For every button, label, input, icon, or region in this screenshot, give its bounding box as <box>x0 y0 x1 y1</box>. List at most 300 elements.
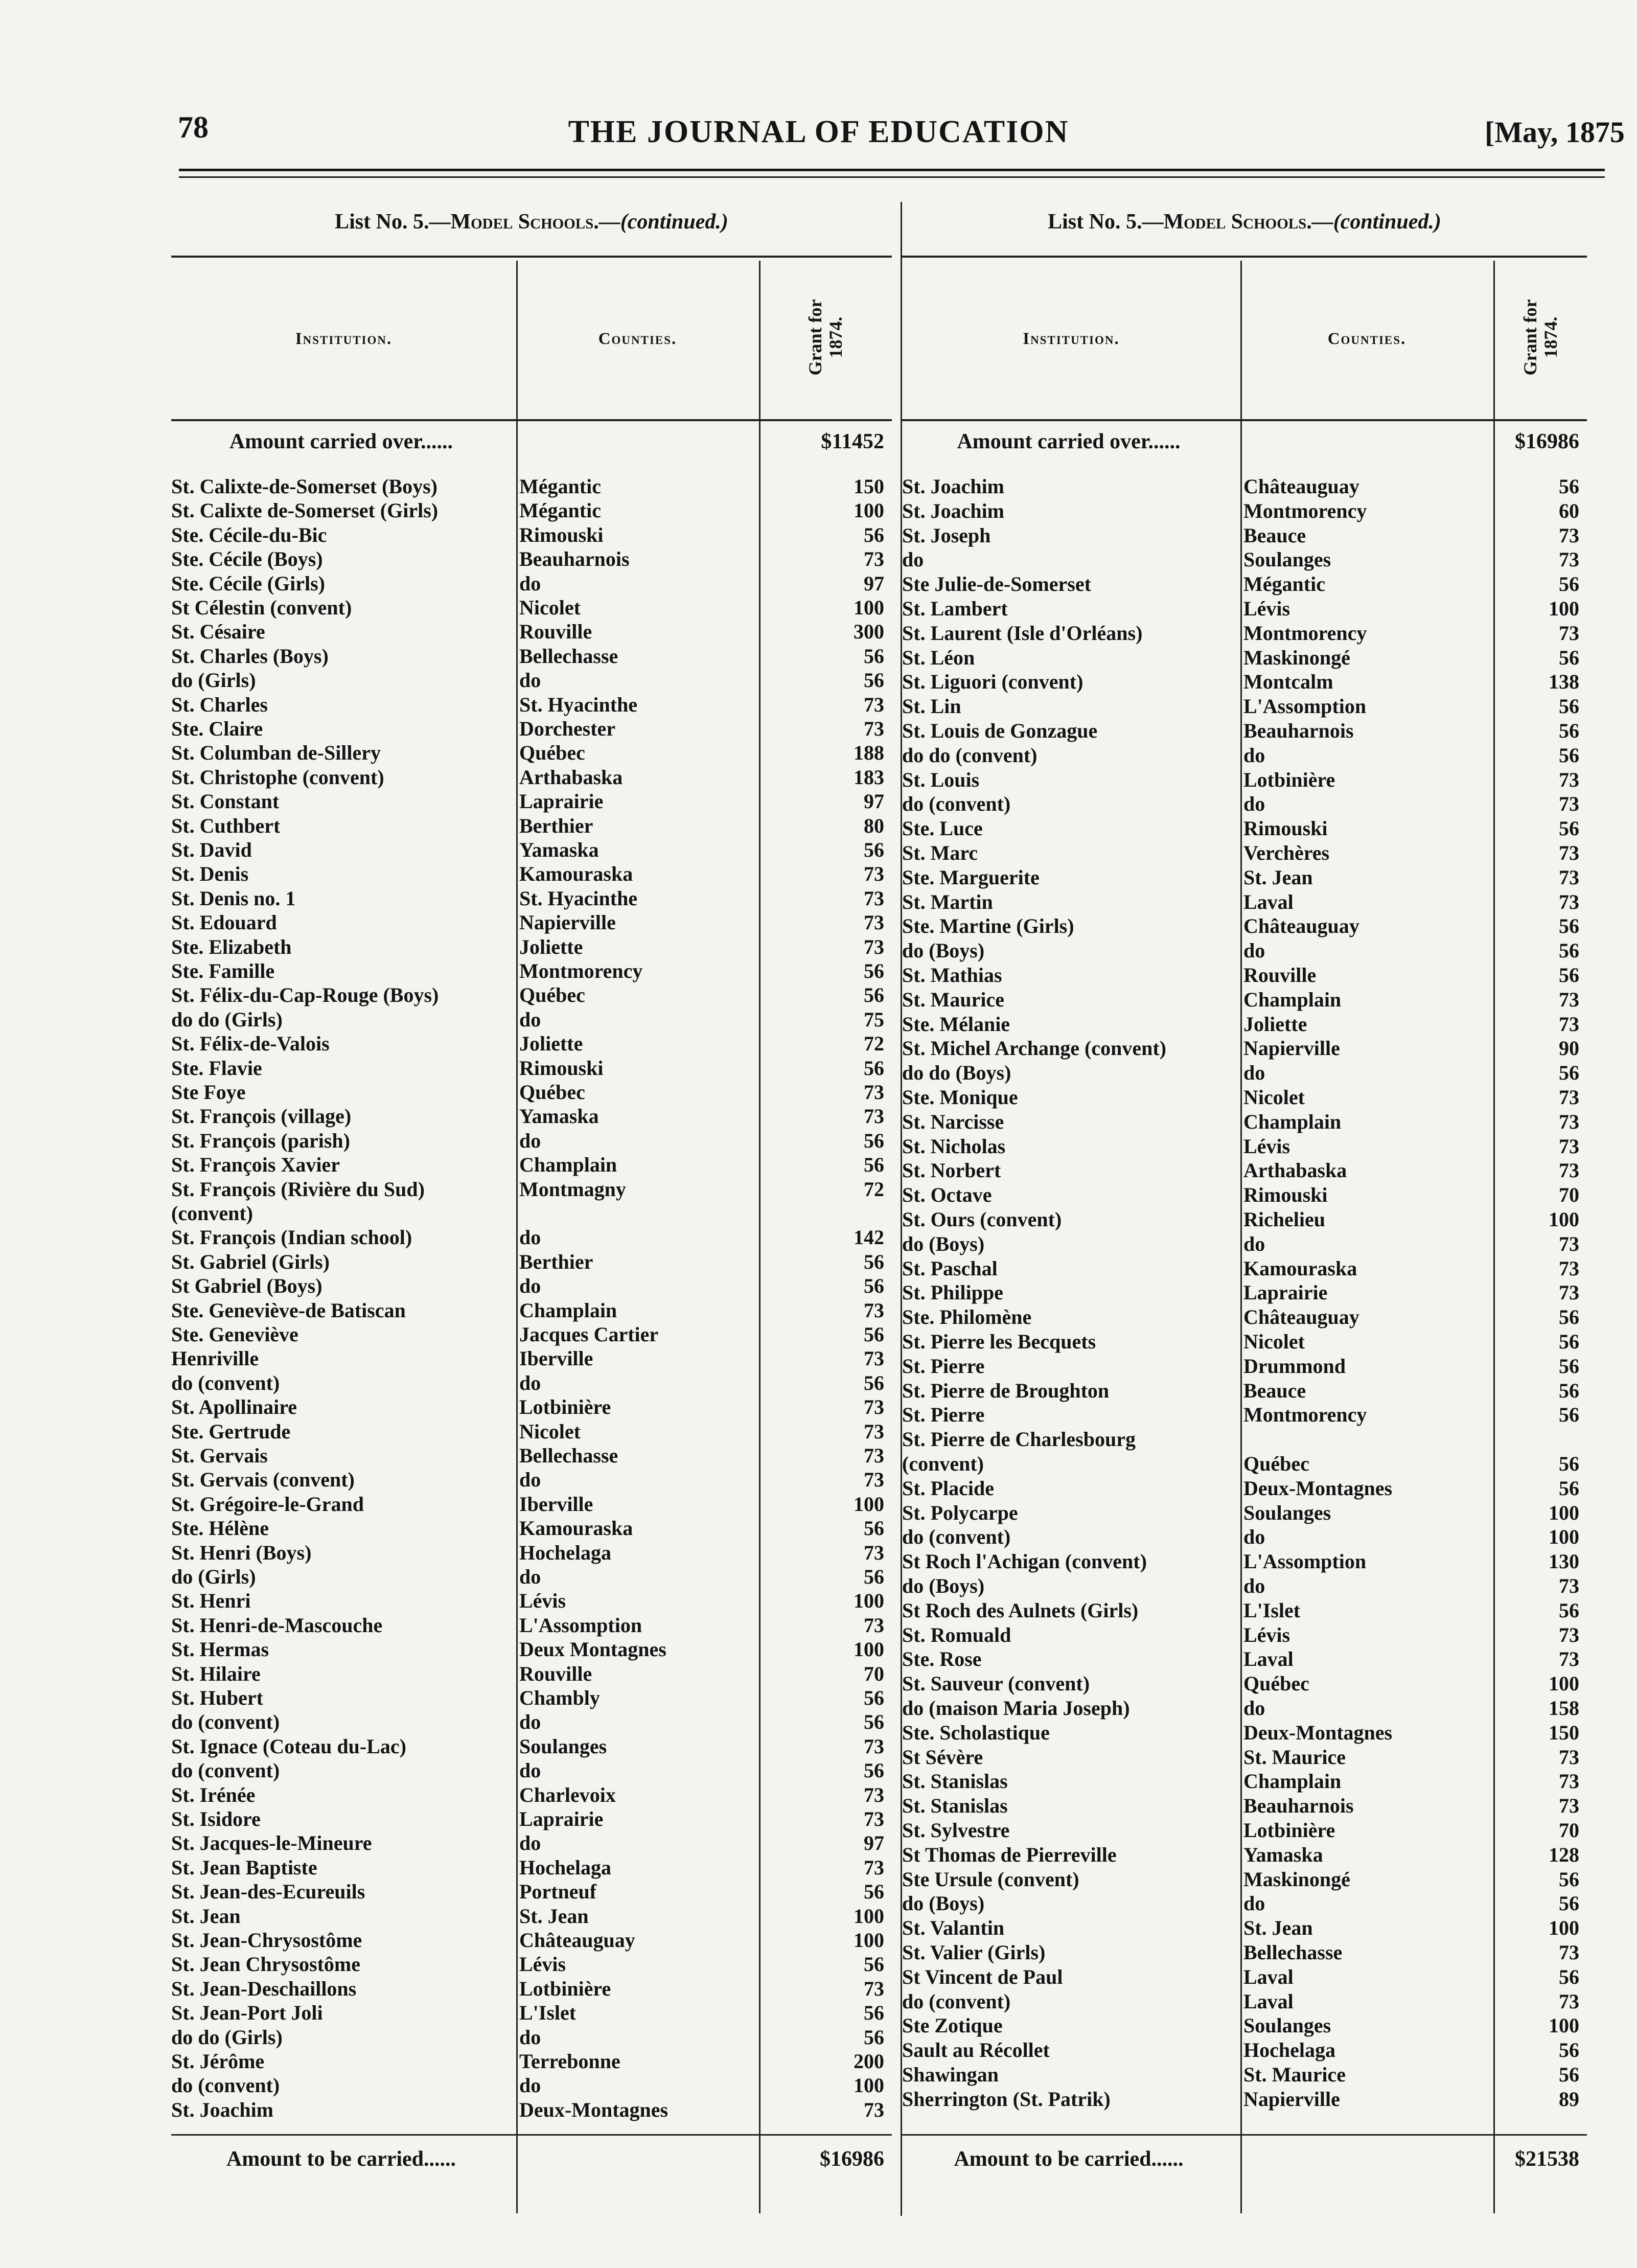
county-name: Berthier <box>519 814 593 837</box>
grant-amount: 100 <box>1549 1501 1579 1524</box>
table-row <box>902 865 1587 890</box>
institution-name: St. Constant <box>171 790 280 813</box>
grant-amount: 56 <box>1559 1379 1579 1402</box>
grant-amount: 56 <box>1559 2063 1579 2086</box>
table-row <box>902 694 1587 719</box>
grant-amount: 56 <box>864 959 884 982</box>
grant-amount: 73 <box>1559 1647 1579 1671</box>
table-row <box>171 935 892 959</box>
institution-name: St. Ours (convent) <box>902 1208 1062 1231</box>
grant-amount: 56 <box>1559 646 1579 669</box>
grant-amount: 100 <box>854 596 884 619</box>
institution-name: St Gabriel (Boys) <box>171 1274 322 1298</box>
county-name: Deux-Montagnes <box>519 2098 668 2121</box>
table-row <box>171 1637 892 1662</box>
county-name: Chambly <box>519 1686 600 1709</box>
grant-amount: 56 <box>1559 1330 1579 1353</box>
institution-name: Ste. Scholastique <box>902 1721 1050 1744</box>
institution-name: St. Sylvestre <box>902 1819 1010 1842</box>
table-row <box>902 1427 1587 1452</box>
county-name: Champlain <box>519 1153 617 1177</box>
grant-amount: 73 <box>1559 1281 1579 1304</box>
table-row <box>902 963 1587 988</box>
grant-amount: 73 <box>864 862 884 886</box>
grant-amount: 73 <box>864 1395 884 1419</box>
institution-name: Ste. Monique <box>902 1086 1018 1109</box>
grant-amount: 73 <box>864 1977 884 2000</box>
page-header <box>0 110 1637 156</box>
institution-name: Ste. Cécile (Girls) <box>171 571 325 595</box>
institution-name: do do (Girls) <box>171 1007 283 1031</box>
grant-amount: 73 <box>1559 841 1579 864</box>
county-name: St. Maurice <box>1243 2063 1346 2086</box>
grant-amount: 73 <box>1559 768 1579 791</box>
header-top-rule <box>902 256 1587 258</box>
grant-amount: 73 <box>1559 1623 1579 1646</box>
table-row <box>171 717 892 741</box>
county-name: do <box>1243 1697 1265 1720</box>
county-name: Laprairie <box>519 790 604 813</box>
county-name: do <box>519 1565 541 1588</box>
institution-name: St. Isidore <box>171 1807 261 1830</box>
table-row <box>902 1843 1587 1867</box>
table-row <box>902 816 1587 841</box>
grant-amount: 73 <box>864 717 884 740</box>
grant-column-header <box>805 286 846 388</box>
institution-name: St. Philippe <box>902 1281 1003 1304</box>
grant-amount: 73 <box>1559 1989 1579 2013</box>
institution-name: St. Hubert <box>171 1686 263 1709</box>
table-row <box>902 1745 1587 1770</box>
county-name: Deux Montagnes <box>519 1638 666 1661</box>
county-name: Champlain <box>1243 1770 1342 1793</box>
table-row <box>902 1403 1587 1427</box>
institution-name: St. Pierre <box>902 1403 985 1427</box>
table-row <box>902 743 1587 768</box>
institution-name: St. Hermas <box>171 1638 269 1661</box>
table-row <box>902 474 1587 499</box>
grant-amount: 73 <box>864 911 884 934</box>
institution-name: St. Irénée <box>171 1783 256 1806</box>
grant-amount: 73 <box>1559 523 1579 547</box>
institution-name: St. Octave <box>902 1183 992 1207</box>
table-row <box>902 1647 1587 1671</box>
county-name: do <box>1243 1525 1265 1549</box>
institution-name: St. Pierre de Broughton <box>902 1379 1110 1402</box>
county-name: Iberville <box>519 1347 593 1370</box>
institution-name: Ste. Claire <box>171 717 263 740</box>
grant-amount: 73 <box>1559 1941 1579 1964</box>
grant-amount: 56 <box>864 1129 884 1152</box>
institution-name: St. Edouard <box>171 911 277 934</box>
county-name: Laprairie <box>519 1807 604 1830</box>
table-row <box>171 1662 892 1686</box>
grant-amount: 80 <box>864 814 884 837</box>
title-model-schools: Model Schools. <box>1163 210 1312 234</box>
county-name: Hochelaga <box>519 1855 611 1879</box>
table-row <box>902 1036 1587 1061</box>
table-row <box>902 1061 1587 1085</box>
institution-name: Ste. Geneviève <box>171 1323 298 1346</box>
institution-name: do do (Boys) <box>902 1061 1011 1085</box>
institution-name: St. Valantin <box>902 1916 1005 1940</box>
table-row <box>171 789 892 814</box>
county-name: Jacques Cartier <box>519 1323 659 1346</box>
institution-name: St Célestin (convent) <box>171 596 352 619</box>
table-row <box>902 1379 1587 1403</box>
institution-name: Ste. Philomène <box>902 1305 1032 1329</box>
table-row <box>171 1710 892 1734</box>
table-row <box>171 1468 892 1492</box>
table-row <box>902 1891 1587 1916</box>
grant-amount: 56 <box>1559 1452 1579 1475</box>
grant-amount: 56 <box>1559 914 1579 938</box>
grant-amount: 73 <box>864 1298 884 1322</box>
table-row <box>902 1940 1587 1965</box>
table-row <box>171 2098 892 2122</box>
institution-name: Ste. Rose <box>902 1647 982 1671</box>
county-name: Hochelaga <box>1243 2038 1335 2062</box>
county-name: do <box>1243 1574 1265 1597</box>
table-row <box>171 741 892 765</box>
institution-column-header: Institution. <box>295 330 393 348</box>
grant-amount: 200 <box>854 2050 884 2073</box>
table-row <box>902 1134 1587 1159</box>
institution-name: St. Jérôme <box>171 2050 265 2073</box>
county-name: do <box>1243 939 1265 963</box>
grant-amount: 142 <box>854 1226 884 1249</box>
county-name: Montmorency <box>1243 621 1367 645</box>
county-name: Iberville <box>519 1492 593 1516</box>
institution-name: St. Paschal <box>902 1256 998 1280</box>
county-name: Laval <box>1243 1989 1294 2013</box>
county-name: Mégantic <box>519 499 601 522</box>
county-name: Montmorency <box>519 959 643 982</box>
institution-name: St. Maurice <box>902 988 1004 1011</box>
county-name: do <box>519 1274 541 1298</box>
county-name: St. Hyacinthe <box>519 886 638 910</box>
institution-name: St. Jean-Chrysostôme <box>171 1929 362 1952</box>
institution-name: St. Lin <box>902 695 961 718</box>
table-row <box>171 693 892 717</box>
grant-amount: 56 <box>864 838 884 861</box>
table-row <box>902 1623 1587 1647</box>
grant-amount: 100 <box>854 2074 884 2097</box>
institution-name: St. Mathias <box>902 964 1002 987</box>
institution-name: St. Joseph <box>902 523 991 547</box>
institution-name: St. Stanislas <box>902 1794 1008 1818</box>
institution-name: do (Girls) <box>171 1565 256 1588</box>
institution-name: St. Narcisse <box>902 1110 1004 1133</box>
institution-name: St Roch l'Achigan (convent) <box>902 1550 1147 1573</box>
institution-name: do do (convent) <box>902 743 1037 767</box>
table-row <box>171 1904 892 1929</box>
table-row <box>902 1183 1587 1207</box>
county-name: L'Assomption <box>1243 695 1367 718</box>
grant-amount: 100 <box>854 1929 884 1952</box>
table-row <box>171 1250 892 1274</box>
county-name: Rimouski <box>1243 1183 1328 1207</box>
county-name: Montmagny <box>519 1177 626 1201</box>
grant-header-line1: Grant for <box>805 299 825 376</box>
institution-name: St. Placide <box>902 1476 994 1500</box>
county-name: Napierville <box>1243 1037 1340 1060</box>
table-row <box>171 1977 892 2001</box>
institution-name: do (convent) <box>171 1710 280 1734</box>
table-row <box>902 621 1587 646</box>
table-row <box>902 2013 1587 2038</box>
institution-name: Amount carried over...... <box>229 430 453 453</box>
institution-name: St. Christophe (convent) <box>171 765 384 789</box>
table-row <box>902 1354 1587 1379</box>
county-name: Lévis <box>1243 1134 1290 1158</box>
grant-amount: 73 <box>1559 1110 1579 1133</box>
grant-amount: 56 <box>864 1565 884 1588</box>
table-row <box>902 1867 1587 1892</box>
institution-name: St. Apollinaire <box>171 1395 297 1419</box>
institution-name: do do (Girls) <box>171 2025 283 2049</box>
grant-amount: 73 <box>1559 1574 1579 1597</box>
institution-name: St. Jacques-le-Mineure <box>171 1831 372 1855</box>
institution-name: St. François (Indian school) <box>171 1226 412 1249</box>
institution-name: St. François (Rivière du Sud) <box>171 1177 425 1201</box>
county-name: do <box>1243 792 1265 816</box>
table-row <box>171 1880 892 1904</box>
county-name: Maskinongé <box>1243 1867 1350 1891</box>
carried-over-row <box>902 429 1587 454</box>
institution-name: St. Charles <box>171 693 268 716</box>
county-name: do <box>519 1710 541 1734</box>
grant-amount: 100 <box>1549 1208 1579 1231</box>
county-name: Québec <box>519 983 585 1007</box>
table-row <box>171 814 892 838</box>
county-name: St. Jean <box>519 1904 589 1928</box>
grant-amount: $11452 <box>821 430 884 453</box>
institution-name: St. Cuthbert <box>171 814 281 837</box>
county-name: Yamaska <box>1243 1843 1323 1866</box>
grant-amount: 73 <box>1559 890 1579 913</box>
county-name: Champlain <box>1243 1110 1342 1133</box>
grant-amount: 75 <box>864 1007 884 1031</box>
header-rule <box>179 169 1605 171</box>
institution-name: St. Michel Archange (convent) <box>902 1037 1166 1060</box>
institution-name: St. Charles (Boys) <box>171 644 329 668</box>
header-bottom-rule <box>171 419 892 421</box>
county-name: Joliette <box>519 1032 583 1056</box>
table-row <box>171 1056 892 1081</box>
table-row <box>171 862 892 886</box>
institution-name: do (convent) <box>171 1371 280 1394</box>
grant-header-line2: 1874. <box>1540 316 1561 358</box>
county-name: Arthabaska <box>519 765 623 789</box>
institution-column-header: Institution. <box>1023 330 1120 348</box>
table-row <box>171 983 892 1007</box>
county-name: do <box>519 669 541 692</box>
counties-column-header: Counties. <box>1327 330 1407 348</box>
county-name: Napierville <box>1243 2087 1340 2111</box>
grant-amount: 150 <box>854 475 884 498</box>
grant-amount: 97 <box>864 790 884 813</box>
institution-name: St. Césaire <box>171 620 265 644</box>
grant-amount: 56 <box>1559 2038 1579 2062</box>
grant-amount: 56 <box>864 1153 884 1177</box>
table-row <box>171 1783 892 1807</box>
table-row <box>171 838 892 862</box>
table-row <box>902 1525 1587 1549</box>
grant-amount: 56 <box>864 1880 884 1904</box>
grant-amount: 73 <box>864 1347 884 1370</box>
table-row <box>171 1346 892 1371</box>
county-name: do <box>519 1831 541 1855</box>
institution-name: St. Pierre de Charlesbourg <box>902 1428 1136 1451</box>
grant-amount: $16986 <box>820 2147 884 2171</box>
institution-name: St. Denis <box>171 862 249 886</box>
county-name: Lévis <box>1243 1623 1290 1646</box>
grant-amount: 56 <box>864 1250 884 1273</box>
carried-over-row <box>171 429 892 454</box>
institution-name: Ste Foye <box>171 1081 246 1104</box>
institution-name: do (Boys) <box>902 939 985 963</box>
county-name: Châteauguay <box>1243 914 1359 938</box>
grant-amount: 56 <box>864 1274 884 1298</box>
title-list-no: List No. 5.— <box>1048 210 1164 234</box>
county-name: Laprairie <box>1243 1281 1328 1304</box>
table-row <box>902 2038 1587 2063</box>
institution-name: Ste. Flavie <box>171 1056 262 1080</box>
county-name: Champlain <box>519 1298 617 1322</box>
grant-amount: $16986 <box>1515 430 1579 453</box>
county-name: Portneuf <box>519 1880 597 1904</box>
grant-amount: 56 <box>1559 572 1579 596</box>
table-row <box>171 1613 892 1638</box>
grant-amount: 73 <box>1559 621 1579 645</box>
county-name: Napierville <box>519 911 616 934</box>
institution-name: St. Henri <box>171 1589 251 1613</box>
county-name: Laval <box>1243 890 1294 913</box>
county-name: Châteauguay <box>1243 1305 1359 1329</box>
table-row <box>902 670 1587 694</box>
table-row <box>171 1541 892 1565</box>
institution-name: do (convent) <box>902 1525 1011 1549</box>
institution-name: St. Grégoire-le-Grand <box>171 1492 364 1516</box>
grant-amount: 70 <box>1559 1183 1579 1207</box>
county-name: Bellechasse <box>1243 1941 1343 1964</box>
county-name: Châteauguay <box>519 1929 635 1952</box>
table-row <box>171 1952 892 1977</box>
grant-amount: 73 <box>1559 865 1579 889</box>
grant-amount: 56 <box>864 983 884 1007</box>
county-name: Kamouraska <box>519 862 633 886</box>
issue-date: [May, 1875 <box>1485 116 1625 149</box>
county-name: Rouville <box>519 1662 592 1685</box>
county-name: Nicolet <box>519 1419 581 1443</box>
county-name: do <box>519 571 541 595</box>
table-row <box>171 571 892 596</box>
county-name: Montmorency <box>1243 1403 1367 1427</box>
institution-name: St. Ignace (Coteau du-Lac) <box>171 1734 406 1758</box>
county-name: St. Maurice <box>1243 1745 1346 1769</box>
institution-name: St. Jean <box>171 1904 241 1928</box>
institution-name: St. Laurent (Isle d'Orléans) <box>902 621 1143 645</box>
county-name: do <box>519 1371 541 1394</box>
county-name: Rimouski <box>1243 817 1328 840</box>
county-name: Rouville <box>519 620 592 644</box>
header-bottom-rule <box>902 419 1587 421</box>
table-row <box>171 1444 892 1468</box>
table-row <box>902 523 1587 548</box>
institution-name: Shawingan <box>902 2063 999 2086</box>
county-name: Maskinongé <box>1243 646 1350 669</box>
table-row <box>902 1696 1587 1721</box>
county-name: Drummond <box>1243 1354 1346 1378</box>
table-row <box>171 595 892 620</box>
institution-name: St. Gabriel (Girls) <box>171 1250 330 1273</box>
grant-amount: 56 <box>864 1056 884 1080</box>
county-name: do <box>519 1468 541 1492</box>
institution-name: St. Lambert <box>902 597 1008 620</box>
table-row <box>902 938 1587 963</box>
table-row <box>902 1916 1587 1940</box>
county-name: Dorchester <box>519 717 616 740</box>
table-row <box>902 792 1587 816</box>
grant-amount: 300 <box>854 620 884 644</box>
amount-carried-row <box>171 2147 892 2171</box>
table-row <box>171 1589 892 1613</box>
grant-amount: 73 <box>864 1081 884 1104</box>
grant-amount: 56 <box>864 523 884 546</box>
table-row <box>171 1153 892 1177</box>
table-row <box>902 1769 1587 1794</box>
institution-name: St Sévère <box>902 1745 983 1769</box>
grant-amount: 56 <box>1559 1892 1579 1915</box>
table-row <box>902 1671 1587 1696</box>
table-row <box>902 1158 1587 1183</box>
institution-name: St. Pierre les Becquets <box>902 1330 1096 1353</box>
title-continued: —(continued.) <box>1311 210 1441 234</box>
county-name: Châteauguay <box>1243 475 1359 498</box>
institution-name: Ste. Marguerite <box>902 865 1040 889</box>
grant-amount: 100 <box>854 1492 884 1516</box>
grant-amount: 56 <box>1559 475 1579 498</box>
grant-amount: 56 <box>1559 817 1579 840</box>
county-name: Berthier <box>519 1250 593 1273</box>
table-title <box>902 210 1587 234</box>
table-row <box>171 1758 892 1783</box>
county-name: Lotbinière <box>1243 1819 1335 1842</box>
grant-amount: 56 <box>864 1759 884 1782</box>
county-name: do <box>519 1007 541 1031</box>
grant-amount: 56 <box>1559 1305 1579 1329</box>
institution-name: do (Girls) <box>171 669 256 692</box>
grant-amount: 73 <box>864 886 884 910</box>
institution-name: St. Calixte de-Somerset (Girls) <box>171 499 439 522</box>
county-name: St. Jean <box>1243 1916 1313 1940</box>
institution-name: St. Martin <box>902 890 993 913</box>
institution-name: St. Léon <box>902 646 975 669</box>
table-row <box>171 547 892 571</box>
grant-amount: 100 <box>1549 1525 1579 1549</box>
county-name: Québec <box>1243 1452 1309 1475</box>
table-row <box>171 910 892 935</box>
grant-amount: 97 <box>864 1831 884 1855</box>
table-row <box>171 1565 892 1589</box>
institution-name: do (convent) <box>902 792 1011 816</box>
grant-amount: 73 <box>1559 1794 1579 1818</box>
institution-name: do (convent) <box>902 1989 1011 2013</box>
county-name: do <box>1243 743 1265 767</box>
institution-name: St. Calixte-de-Somerset (Boys) <box>171 475 437 498</box>
grant-amount: 56 <box>864 1953 884 1976</box>
